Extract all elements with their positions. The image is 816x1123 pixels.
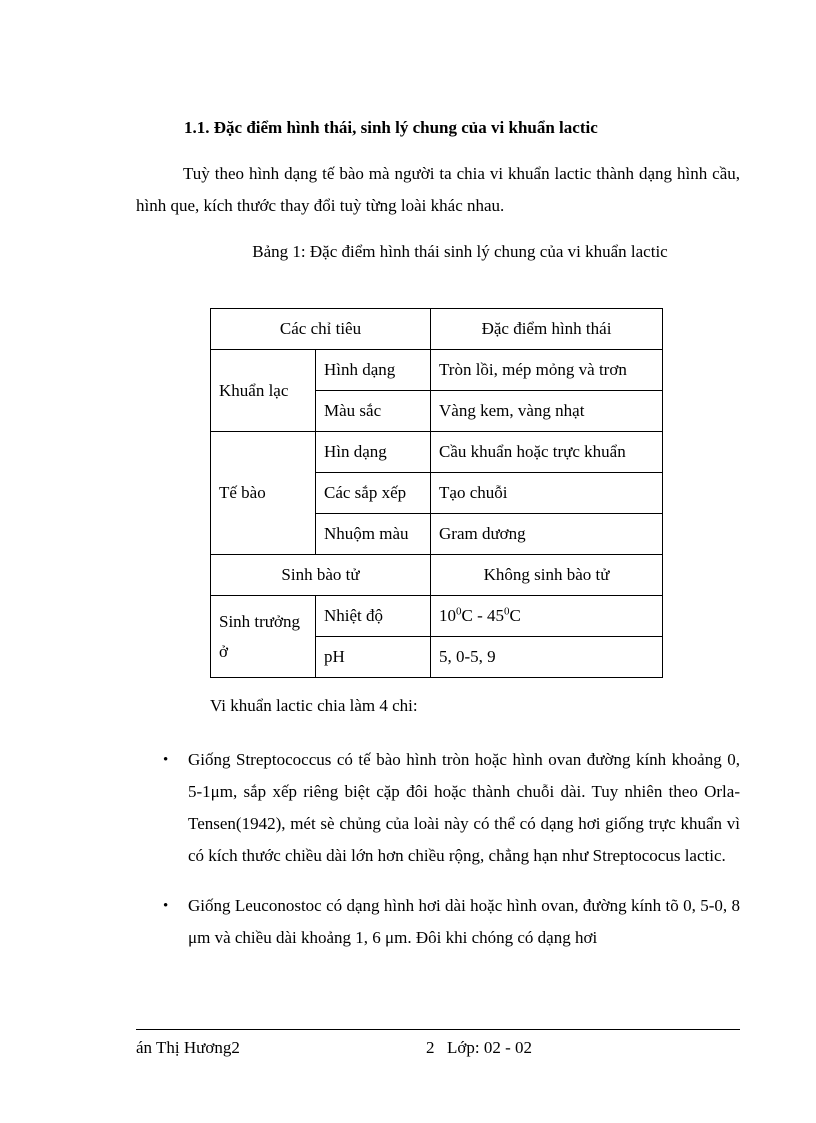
cell-temperature-value	[431, 596, 663, 637]
cell-arrangement-label: Các sắp xếp	[316, 473, 431, 514]
cell-color-value: Vàng kem, vàng nhạt	[431, 391, 663, 432]
list-item-text: Giống Streptococcus có tế bào hình tròn hoặc hình ovan đường kính khoảng 0, 5-1μm, sắp xếp riêng biệt cặp đôi hoặc thành chuỗi dài. Tuy nhiên theo Orla-Tensen(1942), mét sè chủng của loài này có thể có dạng hơi giống trực khuẩn vì có kích thước chiều dài lớn hơn chiều rộng, chẳng hạn như Streptococus lactic.	[188, 750, 740, 865]
group-cell-cell: Tế bào	[211, 432, 316, 555]
temperature-part: C	[509, 606, 521, 625]
temperature-superscript: 0	[504, 605, 510, 618]
temperature-part: 10	[439, 606, 457, 625]
cell-color-label: Màu sắc	[316, 391, 431, 432]
temperature-part: C - 45	[461, 606, 505, 625]
temperature-superscript: 0	[456, 605, 462, 618]
cell-form-value: Cầu khuẩn hoặc trực khuẩn	[431, 432, 663, 473]
bullet-icon: •	[163, 898, 169, 914]
genera-bullet-list	[136, 744, 740, 954]
cell-spore-value: Không sinh bào tử	[431, 555, 663, 596]
table-row	[211, 350, 663, 391]
cell-stain-label: Nhuộm màu	[316, 514, 431, 555]
list-item	[136, 890, 740, 954]
intro-paragraph: Tuỳ theo hình dạng tế bào mà người ta chia vi khuẩn lactic thành dạng hình cầu, hình que, kích thước thay đổi tuỳ từng loài khác nhau.	[136, 164, 740, 215]
morphology-table	[210, 308, 663, 678]
footer-author: án Thị Hương2	[136, 1038, 240, 1057]
cell-shape-label: Hình dạng	[316, 350, 431, 391]
page-footer	[136, 1029, 740, 1070]
header-cell-morphology: Đặc điểm hình thái	[431, 309, 663, 350]
group-cell-growth: Sinh trưởng ở	[211, 596, 316, 678]
cell-form-label: Hìn dạng	[316, 432, 431, 473]
cell-ph-label: pH	[316, 637, 431, 678]
table-row	[211, 555, 663, 596]
cell-temperature-label: Nhiệt độ	[316, 596, 431, 637]
table-caption: Bảng 1: Đặc điểm hình thái sinh lý chung của vi khuẩn lactic	[252, 242, 668, 261]
list-item	[136, 744, 740, 872]
table-row	[211, 432, 663, 473]
cell-ph-value: 5, 0-5, 9	[431, 637, 663, 678]
cell-spore-label: Sinh bào tử	[211, 555, 431, 596]
footer-page-number: 2	[426, 1038, 435, 1057]
list-item-text: Giống Leuconostoc có dạng hình hơi dài hoặc hình ovan, đường kính tõ 0, 5-0, 8 μm và chiều dài khoảng 1, 6 μm. Đôi khi chóng có dạng hơi	[188, 896, 740, 947]
section-heading: 1.1. Đặc điểm hình thái, sinh lý chung của vi khuẩn lactic	[184, 118, 598, 137]
footer-class: Lớp: 02 - 02	[447, 1038, 533, 1057]
bullet-icon: •	[163, 752, 169, 768]
table-header-row	[211, 309, 663, 350]
cell-shape-value: Tròn lồi, mép mỏng và trơn	[431, 350, 663, 391]
cell-stain-value: Gram dương	[431, 514, 663, 555]
table-row	[211, 596, 663, 637]
cell-arrangement-value: Tạo chuỗi	[431, 473, 663, 514]
genera-lead-line: Vi khuẩn lactic chia làm 4 chi:	[210, 696, 418, 715]
header-cell-criteria: Các chỉ tiêu	[211, 309, 431, 350]
group-cell-colony: Khuẩn lạc	[211, 350, 316, 432]
